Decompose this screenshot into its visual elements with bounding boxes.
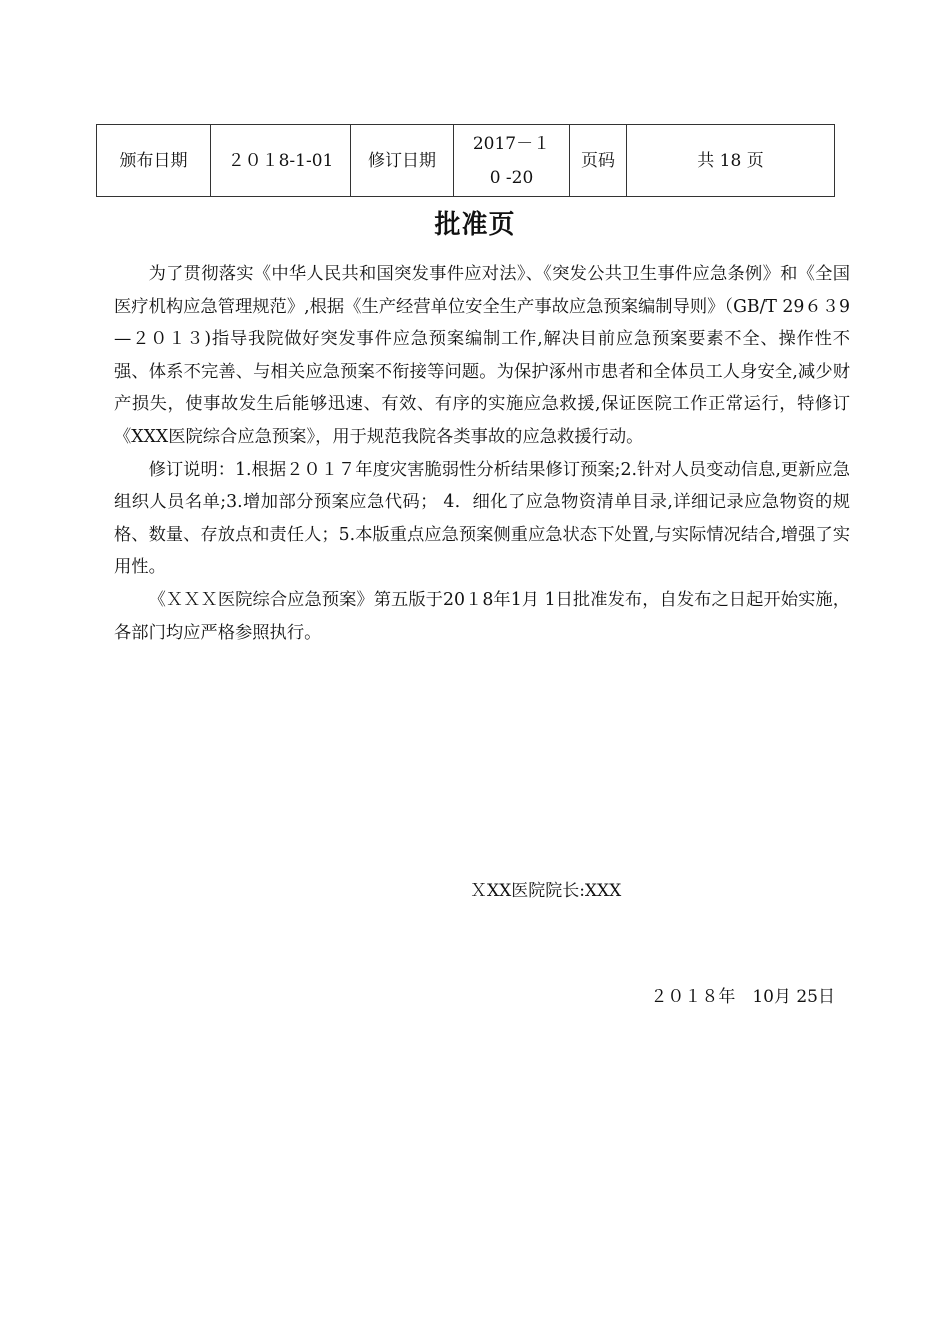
revise-date-line-1: 2017－１ — [472, 133, 551, 154]
signer-line: ＸXX医院院长:XXX — [470, 881, 622, 901]
revise-date-value — [454, 125, 570, 197]
document-header-table — [96, 124, 835, 197]
page-label: 页码 — [570, 125, 627, 197]
paragraph-revision-notes: 修订说明：1.根据２０１７年度灾害脆弱性分析结果修订预案;2.针对人员变动信息,更新应急组织人员名单;3.增加部分预案应急代码； 4．细化了应急物资清单目录,详细记录应急物资的规格、数量、存放点和责任人；5.本版重点应急预案侧重应急状态下处置,与实际情况结合,增强了实用性。 — [114, 459, 851, 578]
revise-date-label: 修订日期 — [351, 125, 454, 197]
page-count-value: 共 18 页 — [627, 125, 835, 197]
paragraph-approval: 《ＸＸＸ医院综合应急预案》第五版于20１8年1月 1日批准发布，自发布之日起开始实施，各部门均应严格参照执行。 — [114, 589, 850, 643]
body-text — [114, 258, 850, 649]
issue-date-value: ２０１8-1-01 — [211, 125, 351, 197]
page-title: 批准页 — [434, 210, 516, 240]
signature-date: ２０１８年 10月 25日 — [650, 987, 835, 1007]
revise-date-line-2: 0 -20 — [489, 167, 534, 188]
paragraph-purpose: 为了贯彻落实《中华人民共和国突发事件应对法》、《突发公共卫生事件应急条例》和《全国医疗机构应急管理规范》,根据《生产经营单位安全生产事故应急预案编制导则》（GB/T 29６３9—２０１３)指导我院做好突发事件应急预案编制工作,解决目前应急预案要素不全、操作性不强、体系不完善、与相关应急预案不衔接等问题。为保护涿州市患者和全体员工人身安全,减少财产损失，使事故发生后能够迅速、有效、有序的实施应急救援,保证医院工作正常运行，特修订《XXX医院综合应急预案》，用于规范我院各类事故的应急救援行动。 — [114, 264, 850, 447]
issue-date-label: 颁布日期 — [97, 125, 211, 197]
